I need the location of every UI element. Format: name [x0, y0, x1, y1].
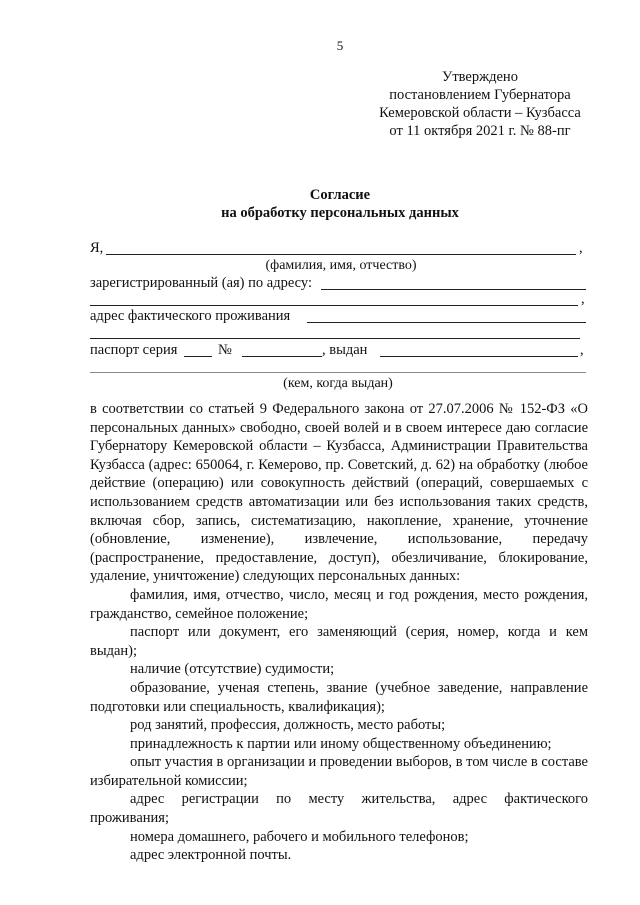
- approval-line: от 11 октября 2021 г. № 88-пг: [389, 123, 571, 139]
- number-sign: №: [218, 342, 232, 358]
- actual-address-field[interactable]: [307, 322, 586, 323]
- document-title: [0, 186, 640, 222]
- issued-label: , выдан: [322, 342, 368, 358]
- comma: ,: [580, 342, 584, 358]
- page-number: 5: [336, 38, 344, 53]
- issued-hint: (кем, когда выдан): [283, 376, 393, 391]
- name-hint: (фамилия, имя, отчество): [265, 258, 417, 273]
- full-name-field[interactable]: [106, 254, 576, 255]
- data-item: адрес регистрации по месту жительства, адрес фактического проживания;: [90, 791, 588, 827]
- title-line: на обработку персональных данных: [221, 205, 459, 221]
- approval-line: Кемеровской области – Кузбасса: [379, 105, 581, 121]
- data-item: опыт участия в организации и проведении выборов, в том числе в составе избирательной комиссии;: [90, 754, 588, 789]
- actual-address-field-cont[interactable]: [90, 338, 580, 339]
- passport-series-field[interactable]: [184, 356, 212, 357]
- data-item: номера домашнего, рабочего и мобильного телефонов;: [130, 828, 469, 845]
- approval-line: постановлением Губернатора: [389, 87, 571, 103]
- title-line: Согласие: [309, 187, 371, 203]
- i-label: Я,: [90, 240, 104, 256]
- passport-number-field[interactable]: [242, 356, 322, 357]
- data-item: фамилия, имя, отчество, число, месяц и год рождения, место рождения, гражданство, семейное положение;: [90, 586, 588, 622]
- actual-address-label: адрес фактического проживания: [90, 308, 291, 324]
- registered-address-label: зарегистрированный (ая) по адресу:: [90, 275, 312, 291]
- data-item: род занятий, профессия, должность, место работы;: [130, 717, 446, 734]
- data-item: адрес электронной почты.: [130, 847, 292, 864]
- issued-by-field-cont[interactable]: [90, 372, 586, 373]
- data-item: образование, ученая степень, звание (учебное заведение, направление подготовки или специальность, квалификация);: [90, 679, 588, 715]
- registered-address-field[interactable]: [321, 289, 586, 290]
- approval-block: [360, 68, 600, 140]
- comma: ,: [581, 291, 585, 307]
- data-item: паспорт или документ, его заменяющий (серия, номер, когда и кем выдан);: [90, 624, 588, 659]
- consent-body: [90, 400, 588, 865]
- consent-intro: в соответствии со статьей 9 Федерального закона от 27.07.2006 № 152-ФЗ «О персональных данных» свободно, своей волей и в своем интересе даю согласие Губернатору Кемеровской области – Кузбасса, Администрации Правительства Кузбасса (адрес: 650064, г. Кемерово, пр. Советский, д. 62) на обработку (любое действие (операцию) или совокупность действий (операций, совершаемых с использованием средств автоматизации или без использования таких средств, включая сбор, запись, систематизацию, накопление, хранение, уточнение (обновление, изменение), извлечение, использование, передачу (распространение, предоставление, доступ), обезличивание, блокирование, удаление, уничтожение) следующих персональных данных:: [90, 401, 588, 585]
- issued-by-field[interactable]: [380, 356, 578, 357]
- data-item: принадлежность к партии или иному общественному объединению;: [130, 735, 552, 752]
- comma: ,: [579, 240, 583, 256]
- passport-series-label: паспорт серия: [90, 342, 178, 358]
- registered-address-field-cont[interactable]: [90, 305, 578, 306]
- approval-line: Утверждено: [442, 69, 518, 85]
- data-item: наличие (отсутствие) судимости;: [130, 661, 335, 678]
